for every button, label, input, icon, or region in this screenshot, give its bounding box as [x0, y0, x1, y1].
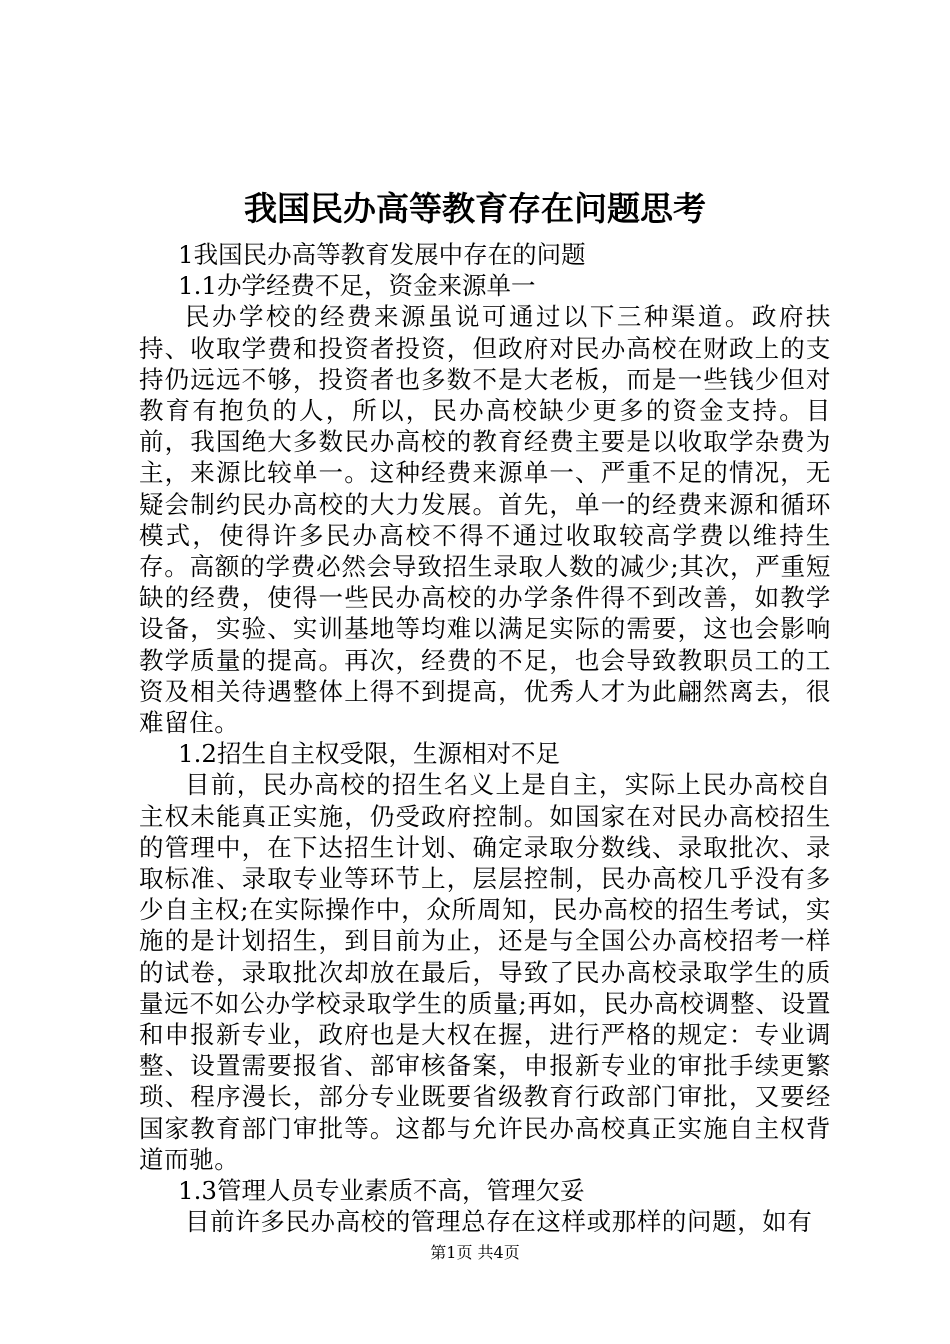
document-body	[139, 208, 831, 1238]
section-heading-1: 1我国民办高等教育发展中存在的问题	[178, 240, 586, 269]
section-heading-1-1: 1.1办学经费不足，资金来源单一	[178, 271, 536, 301]
page-footer: 第1页 共4页	[430, 1243, 520, 1262]
section-heading-1-2: 1.2招生自主权受限，生源相对不足	[178, 739, 560, 769]
title-spacer	[139, 208, 831, 239]
document-title: 我国民办高等教育存在问题思考	[244, 189, 706, 228]
paragraph-1-1: 民办学校的经费来源虽说可通过以下三种渠道。政府扶持、收取学费和投资者投资，但政府对民办高校在财政上的支持仍远远不够，投资者也多数不是大老板，而是一些钱少但对教育有抱负的人，所以，民办高校缺少更多的资金支持。目前，我国绝大多数民办高校的教育经费主要是以收取学杂费为主，来源比较单一。这种经费来源单一、严重不足的情况，无疑会制约民办高校的大力发展。首先，单一的经费来源和循环模式，使得许多民办高校不得不通过收取较高学费以维持生存。高额的学费必然会导致招生录取人数的减少;其次，严重短缺的经费，使得一些民办高校的办学条件得不到改善，如教学设备，实验、实训基地等均难以满足实际的需要，这也会影响教学质量的提高。再次，经费的不足，也会导致教职员工的工资及相关待遇整体上得不到提高，优秀人才为此翩然离去，很难留住。	[139, 302, 831, 738]
paragraph-1-3: 目前许多民办高校的管理总存在这样或那样的问题，如有	[185, 1207, 813, 1237]
section-heading-1-3: 1.3管理人员专业素质不高，管理欠妥	[178, 1176, 585, 1206]
paragraph-1-2: 目前，民办高校的招生名义上是自主，实际上民办高校自主权未能真正实施，仍受政府控制。如国家在对民办高校招生的管理中，在下达招生计划、确定录取分数线、录取批次、录取标准、录取专业等环节上，层层控制，民办高校几乎没有多少自主权;在实际操作中，众所周知，民办高校的招生考试，实施的是计划招生，到目前为止，还是与全国公办高校招考一样的试卷，录取批次却放在最后，导致了民办高校录取学生的质量远不如公办学校录取学生的质量;再如，民办高校调整、设置和申报新专业，政府也是大权在握，进行严格的规定：专业调整、设置需要报省、部审核备案，申报新专业的审批手续更繁琐、程序漫长，部分专业既要省级教育行政部门审批，又要经国家教育部门审批等。这都与允许民办高校真正实施自主权背道而驰。	[139, 770, 831, 1174]
